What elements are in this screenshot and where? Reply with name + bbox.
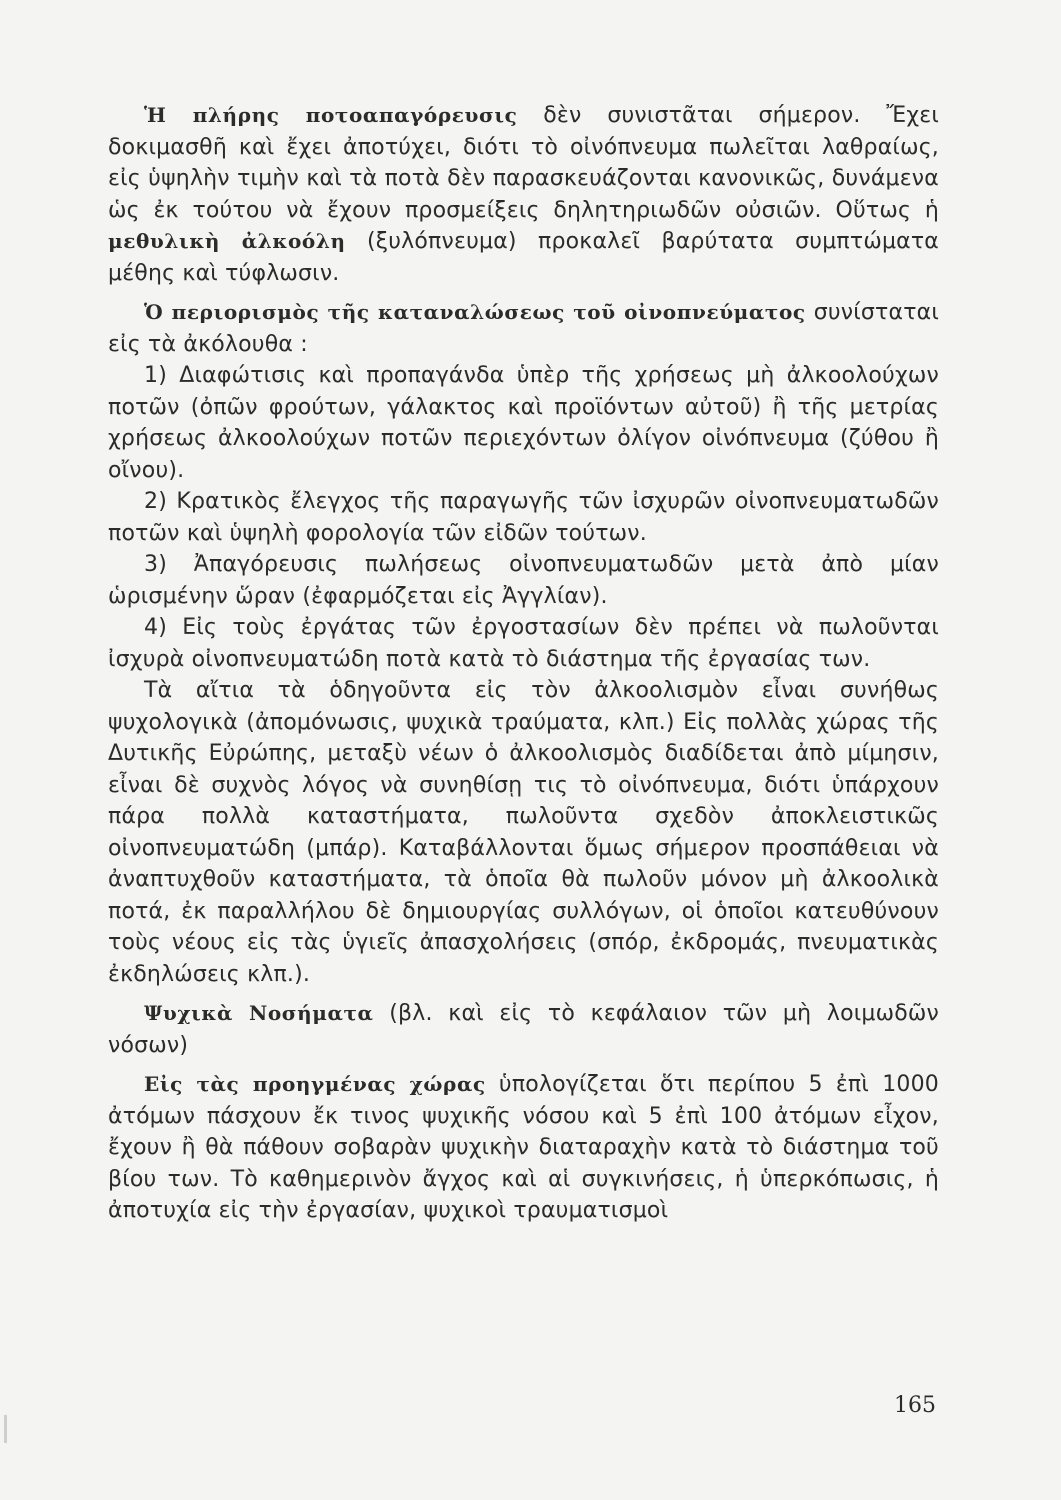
paragraph-developed-countries [108, 1069, 939, 1227]
paragraph-limitation-text: συνίσταται εἰς τὰ ἀκόλουθα : [108, 300, 939, 357]
page-number: 165 [894, 1393, 936, 1418]
list-item: 2) Κρατικὸς ἔλεγχος τῆς παραγωγῆς τῶν ἰσχυρῶν οἰνοπνευματωδῶν ποτῶν καὶ ὑψηλὴ φορολογία τῶν εἰδῶν τούτων. [108, 489, 939, 546]
list-item: 4) Εἰς τοὺς ἐργάτας τῶν ἐργοστασίων δὲν πρέπει νὰ πωλοῦνται ἰσχυρὰ οἰνοπνευματώδη ποτὰ κατὰ τὸ διάστημα τῆς ἐργασίας των. [108, 615, 939, 672]
heading-mental-illness: Ψυχικὰ Νοσήματα [144, 1001, 374, 1025]
paragraph-limitation [108, 297, 939, 360]
list-item: 3) Ἀπαγόρευσις πωλήσεως οἰνοπνευματωδῶν μετὰ ἀπὸ μίαν ὡρισμένην ὥραν (ἐφαρμόζεται εἰς Ἀγγλίαν). [108, 552, 939, 609]
paragraph-prohibition-text: δὲν συνιστᾶται σήμερον. Ἔχει δοκιμασθῆ καὶ ἔχει ἀποτύχει, διότι τὸ οἰνόπνευμα πωλεῖται λαθραίως, εἰς ὑψηλὴν τιμὴν καὶ τὰ ποτὰ δὲν παρασκευάζονται κανονικῶς, δυνάμενα ὡς ἐκ τούτου νὰ ἔχουν προσμείξεις δηλητηριωδῶν οὐσιῶν. Οὕτως ἡ [108, 103, 939, 223]
heading-limitation: Ὁ περιορισμὸς τῆς καταναλώσεως τοῦ οἰνοπνεύματος [144, 300, 806, 324]
paragraph-mental-illness-text: (βλ. καὶ εἰς τὸ κεφάλαιον τῶν μὴ λοιμωδῶν νόσων) [108, 1001, 939, 1058]
measures-list [108, 360, 939, 675]
paragraph-causes: Τὰ αἴτια τὰ ὁδηγοῦντα εἰς τὸν ἀλκοολισμὸν εἶναι συνήθως ψυχολογικὰ (ἀπομόνωσις, ψυχικὰ τραύματα, κλπ.) Εἰς πολλὰς χώρας τῆς Δυτικῆς Εὐρώπης, μεταξὺ νέων ὁ ἀλκοολισμὸς διαδίδεται ἀπὸ μίμησιν, εἶναι δὲ συχνὸς λόγος νὰ συνηθίσῃ τις τὸ οἰνόπνευμα, διότι ὑπάρχουν πάρα πολλὰ καταστήματα, πωλοῦντα σχεδὸν ἀποκλειστικῶς οἰνοπνευματώδη (μπάρ). Καταβάλλονται ὅμως σήμερον προσπάθειαι νὰ ἀναπτυχθοῦν καταστήματα, τὰ ὁποῖα θὰ πωλοῦν μόνον μὴ ἀλκοολικὰ ποτά, ἐκ παραλλήλου δὲ δημιουργίας συλλόγων, οἱ ὁποῖοι κατευθύνουν τοὺς νέους εἰς τὰς ὑγιεῖς ἀπασχολήσεις (σπόρ, ἐκδρομάς, πνευματικὰς ἐκδηλώσεις κλπ.). [108, 678, 939, 987]
paragraph-prohibition-tail: (ξυλόπνευμα) προκαλεῖ βαρύτατα συμπτώματα μέθης καὶ τύφλωσιν. [108, 229, 939, 286]
term-methyl-alcohol: μεθυλικὴ ἀλκοόλη [108, 229, 346, 253]
scan-margin-mark [4, 1415, 7, 1443]
heading-prohibition: Ἡ πλήρης ποτοαπαγόρευσις [144, 103, 518, 127]
heading-developed-countries: Εἰς τὰς προηγμένας χώρας [144, 1072, 486, 1096]
paragraph-developed-countries-text: ὑπολογίζεται ὅτι περίπου 5 ἐπὶ 1000 ἀτόμων πάσχουν ἔκ τινος ψυχικῆς νόσου καὶ 5 ἐπὶ 100 ἀτόμων εἶχον, ἔχουν ἢ θὰ πάθουν σοβαρὰν ψυχικὴν διαταραχὴν κατὰ τὸ διάστημα τοῦ βίου των. Τὸ καθημερινὸν ἄγχος καὶ αἱ συγκινήσεις, ἡ ὑπερκόπωσις, ἡ ἀποτυχία εἰς τὴν ἐργασίαν, ψυχικοὶ τραυματισμοὶ [108, 1072, 939, 1223]
list-item: 1) Διαφώτισις καὶ προπαγάνδα ὑπὲρ τῆς χρήσεως μὴ ἀλκοολούχων ποτῶν (ὀπῶν φρούτων, γάλακτος καὶ προϊόντων αὐτοῦ) ἢ τῆς μετρίας χρήσεως ἀλκοολούχων ποτῶν περιεχόντων ὀλίγον οἰνόπνευμα (ζύθου ἢ οἴνου). [108, 363, 939, 483]
paragraph-prohibition [108, 100, 939, 289]
paragraph-mental-illness [108, 998, 939, 1061]
